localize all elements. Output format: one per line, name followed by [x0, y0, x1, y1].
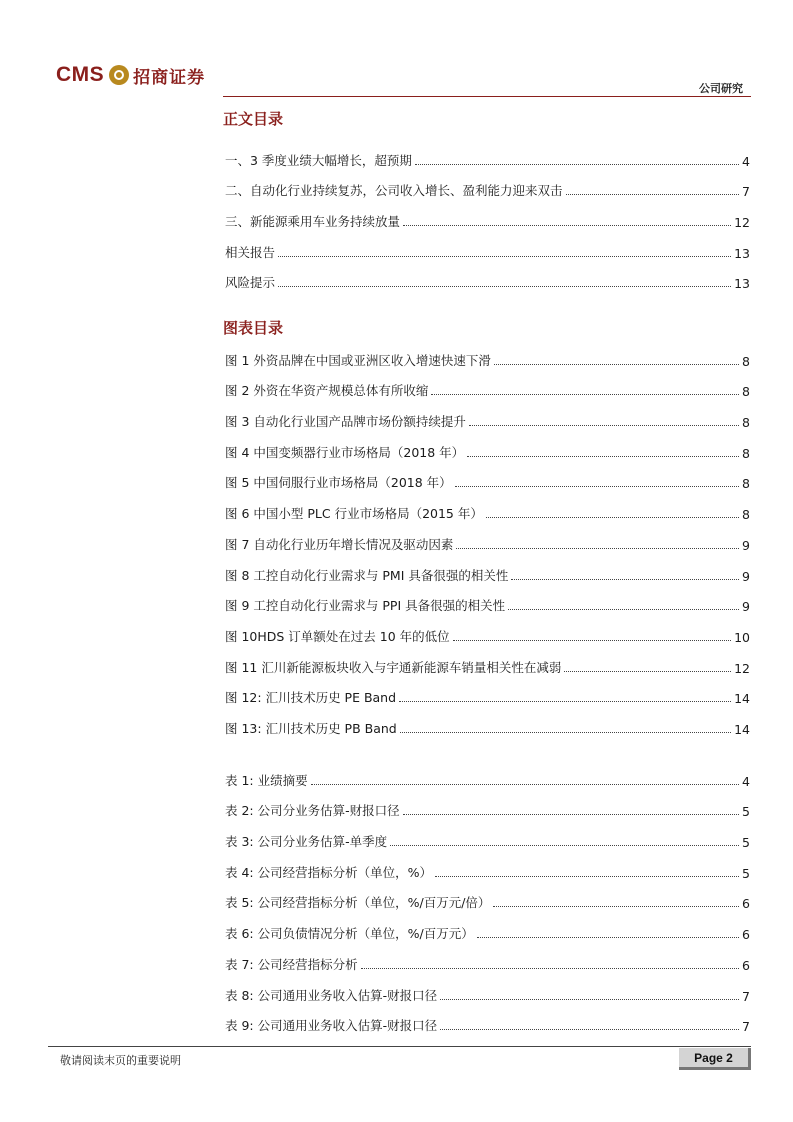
dot-leader [455, 486, 739, 487]
toc-entry-page: 5 [742, 835, 750, 851]
report-type-label: 公司研究 [699, 82, 743, 95]
toc-entry-label: 图 3 自动化行业国产品牌市场份额持续提升 [225, 414, 466, 430]
toc-entry[interactable] [225, 584, 750, 615]
toc-list [225, 138, 750, 291]
logo-cms-text: CMS [56, 63, 105, 86]
dot-leader [390, 845, 739, 846]
toc-entry-label: 风险提示 [225, 275, 276, 291]
dot-leader [508, 609, 739, 610]
toc-entry[interactable] [225, 138, 750, 169]
toc-entry[interactable] [225, 614, 750, 645]
toc-entry[interactable] [225, 942, 750, 973]
toc-entry-page: 14 [734, 721, 750, 737]
toc-entry-page: 6 [742, 896, 750, 912]
toc-entry-label: 二、自动化行业持续复苏，公司收入增长、盈利能力迎来双击 [225, 183, 563, 199]
toc-entry-page: 7 [742, 184, 750, 200]
dot-leader [456, 548, 739, 549]
toc-entry-page: 4 [742, 773, 750, 789]
toc-entry-label: 表 4: 公司经营指标分析（单位，%） [225, 864, 432, 880]
toc-entry-page: 12 [734, 660, 750, 676]
toc-entry-page: 8 [742, 384, 750, 400]
dot-leader [311, 784, 739, 785]
toc-entry[interactable] [225, 645, 750, 676]
toc-entry[interactable] [225, 758, 750, 789]
toc-entry-label: 三、新能源乘用车业务持续放量 [225, 214, 401, 230]
toc-entry[interactable] [225, 169, 750, 200]
toc-entry-page: 5 [742, 804, 750, 820]
toc-entry-label: 图 2 外资在华资产规模总体有所收缩 [225, 383, 429, 399]
toc-entry-label: 表 1: 业绩摘要 [225, 772, 308, 788]
figures-title: 图表目录 [223, 319, 284, 337]
toc-entry-label: 表 7: 公司经营指标分析 [225, 956, 358, 972]
toc-entry-page: 9 [742, 599, 750, 615]
footer-divider [48, 1046, 751, 1047]
toc-entry-label: 图 13: 汇川技术历史 PB Band [225, 720, 397, 736]
dot-leader [440, 1029, 739, 1030]
toc-entry-page: 8 [742, 507, 750, 523]
toc-entry-label: 相关报告 [225, 244, 276, 260]
toc-entry-label: 图 4 中国变频器行业市场格局（2018 年） [225, 444, 465, 460]
dot-leader [453, 640, 731, 641]
dot-leader [511, 579, 739, 580]
dot-leader [435, 876, 739, 877]
dot-leader [493, 906, 739, 907]
toc-entry[interactable] [225, 230, 750, 261]
dot-leader [403, 814, 739, 815]
toc-entry-label: 图 7 自动化行业历年增长情况及驱动因素 [225, 536, 454, 552]
toc-entry[interactable] [225, 338, 750, 369]
toc-entry-label: 表 8: 公司通用业务收入估算-财报口径 [225, 987, 438, 1003]
dot-leader [361, 968, 739, 969]
dot-leader [494, 364, 739, 365]
toc-entry-page: 4 [742, 153, 750, 169]
toc-entry[interactable] [225, 706, 750, 737]
toc-entry[interactable] [225, 1004, 750, 1035]
toc-entry-page: 8 [742, 415, 750, 431]
header-divider [223, 96, 751, 97]
toc-entry-page: 8 [742, 353, 750, 369]
dot-leader [477, 937, 739, 938]
toc-entry-page: 13 [734, 245, 750, 261]
toc-entry[interactable] [225, 911, 750, 942]
logo-emblem-icon [109, 65, 129, 85]
figures-list [225, 338, 750, 737]
toc-entry-page: 13 [734, 276, 750, 292]
toc-entry-label: 图 5 中国伺服行业市场格局（2018 年） [225, 475, 452, 491]
toc-title: 正文目录 [223, 110, 284, 128]
dot-leader [403, 225, 731, 226]
toc-entry-page: 8 [742, 445, 750, 461]
toc-entry[interactable] [225, 491, 750, 522]
toc-entry-label: 表 5: 公司经营指标分析（单位，%/百万元/倍） [225, 895, 491, 911]
toc-entry-label: 一、3 季度业绩大幅增长，超预期 [225, 152, 412, 168]
dot-leader [440, 999, 739, 1000]
cms-logo [56, 60, 205, 90]
toc-entry[interactable] [225, 522, 750, 553]
page-header [48, 56, 751, 100]
logo-chinese-text: 招商证券 [133, 67, 206, 88]
toc-entry[interactable] [225, 369, 750, 400]
toc-entry-page: 5 [742, 865, 750, 881]
toc-entry-page: 7 [742, 988, 750, 1004]
toc-entry-label: 表 2: 公司分业务估算-财报口径 [225, 803, 400, 819]
toc-entry-label: 图 10HDS 订单额处在过去 10 年的低位 [225, 628, 450, 644]
toc-entry-page: 8 [742, 476, 750, 492]
toc-entry-label: 图 12: 汇川技术历史 PE Band [225, 690, 397, 706]
toc-entry-page: 9 [742, 568, 750, 584]
dot-leader [278, 286, 731, 287]
dot-leader [486, 517, 739, 518]
toc-entry-label: 图 1 外资品牌在中国或亚洲区收入增速快速下滑 [225, 352, 491, 368]
toc-entry[interactable] [225, 819, 750, 850]
toc-entry[interactable] [225, 399, 750, 430]
toc-entry[interactable] [225, 261, 750, 292]
toc-entry[interactable] [225, 789, 750, 820]
dot-leader [278, 256, 731, 257]
toc-entry-page: 12 [734, 215, 750, 231]
toc-entry[interactable] [225, 430, 750, 461]
toc-entry[interactable] [225, 199, 750, 230]
toc-entry[interactable] [225, 850, 750, 881]
dot-leader [564, 671, 731, 672]
toc-entry-page: 6 [742, 957, 750, 973]
dot-leader [400, 732, 731, 733]
dot-leader [566, 194, 740, 195]
dot-leader [415, 164, 739, 165]
toc-entry-page: 9 [742, 537, 750, 553]
toc-entry-label: 图 8 工控自动化行业需求与 PMI 具备很强的相关性 [225, 567, 509, 583]
toc-entry[interactable] [225, 881, 750, 912]
toc-entry-label: 图 9 工控自动化行业需求与 PPI 具备很强的相关性 [225, 598, 506, 614]
dot-leader [399, 701, 731, 702]
toc-entry-page: 14 [734, 691, 750, 707]
toc-entry[interactable] [225, 676, 750, 707]
dot-leader [469, 425, 739, 426]
toc-entry-label: 表 9: 公司通用业务收入估算-财报口径 [225, 1018, 438, 1034]
toc-entry-page: 10 [734, 629, 750, 645]
page-number-badge: Page 2 [679, 1048, 751, 1070]
toc-entry[interactable] [225, 553, 750, 584]
toc-entry-label: 表 6: 公司负债情况分析（单位，%/百万元） [225, 926, 474, 942]
dot-leader [431, 394, 739, 395]
toc-entry-label: 图 11 汇川新能源板块收入与宇通新能源车销量相关性在减弱 [225, 659, 562, 675]
toc-entry[interactable] [225, 973, 750, 1004]
footer-disclaimer: 敬请阅读末页的重要说明 [60, 1054, 181, 1067]
toc-entry-label: 图 6 中国小型 PLC 行业市场格局（2015 年） [225, 506, 483, 522]
toc-entry[interactable] [225, 461, 750, 492]
toc-entry-page: 7 [742, 1019, 750, 1035]
toc-entry-label: 表 3: 公司分业务估算-单季度 [225, 834, 388, 850]
toc-entry-page: 6 [742, 927, 750, 943]
dot-leader [467, 456, 739, 457]
tables-list [225, 758, 750, 1034]
